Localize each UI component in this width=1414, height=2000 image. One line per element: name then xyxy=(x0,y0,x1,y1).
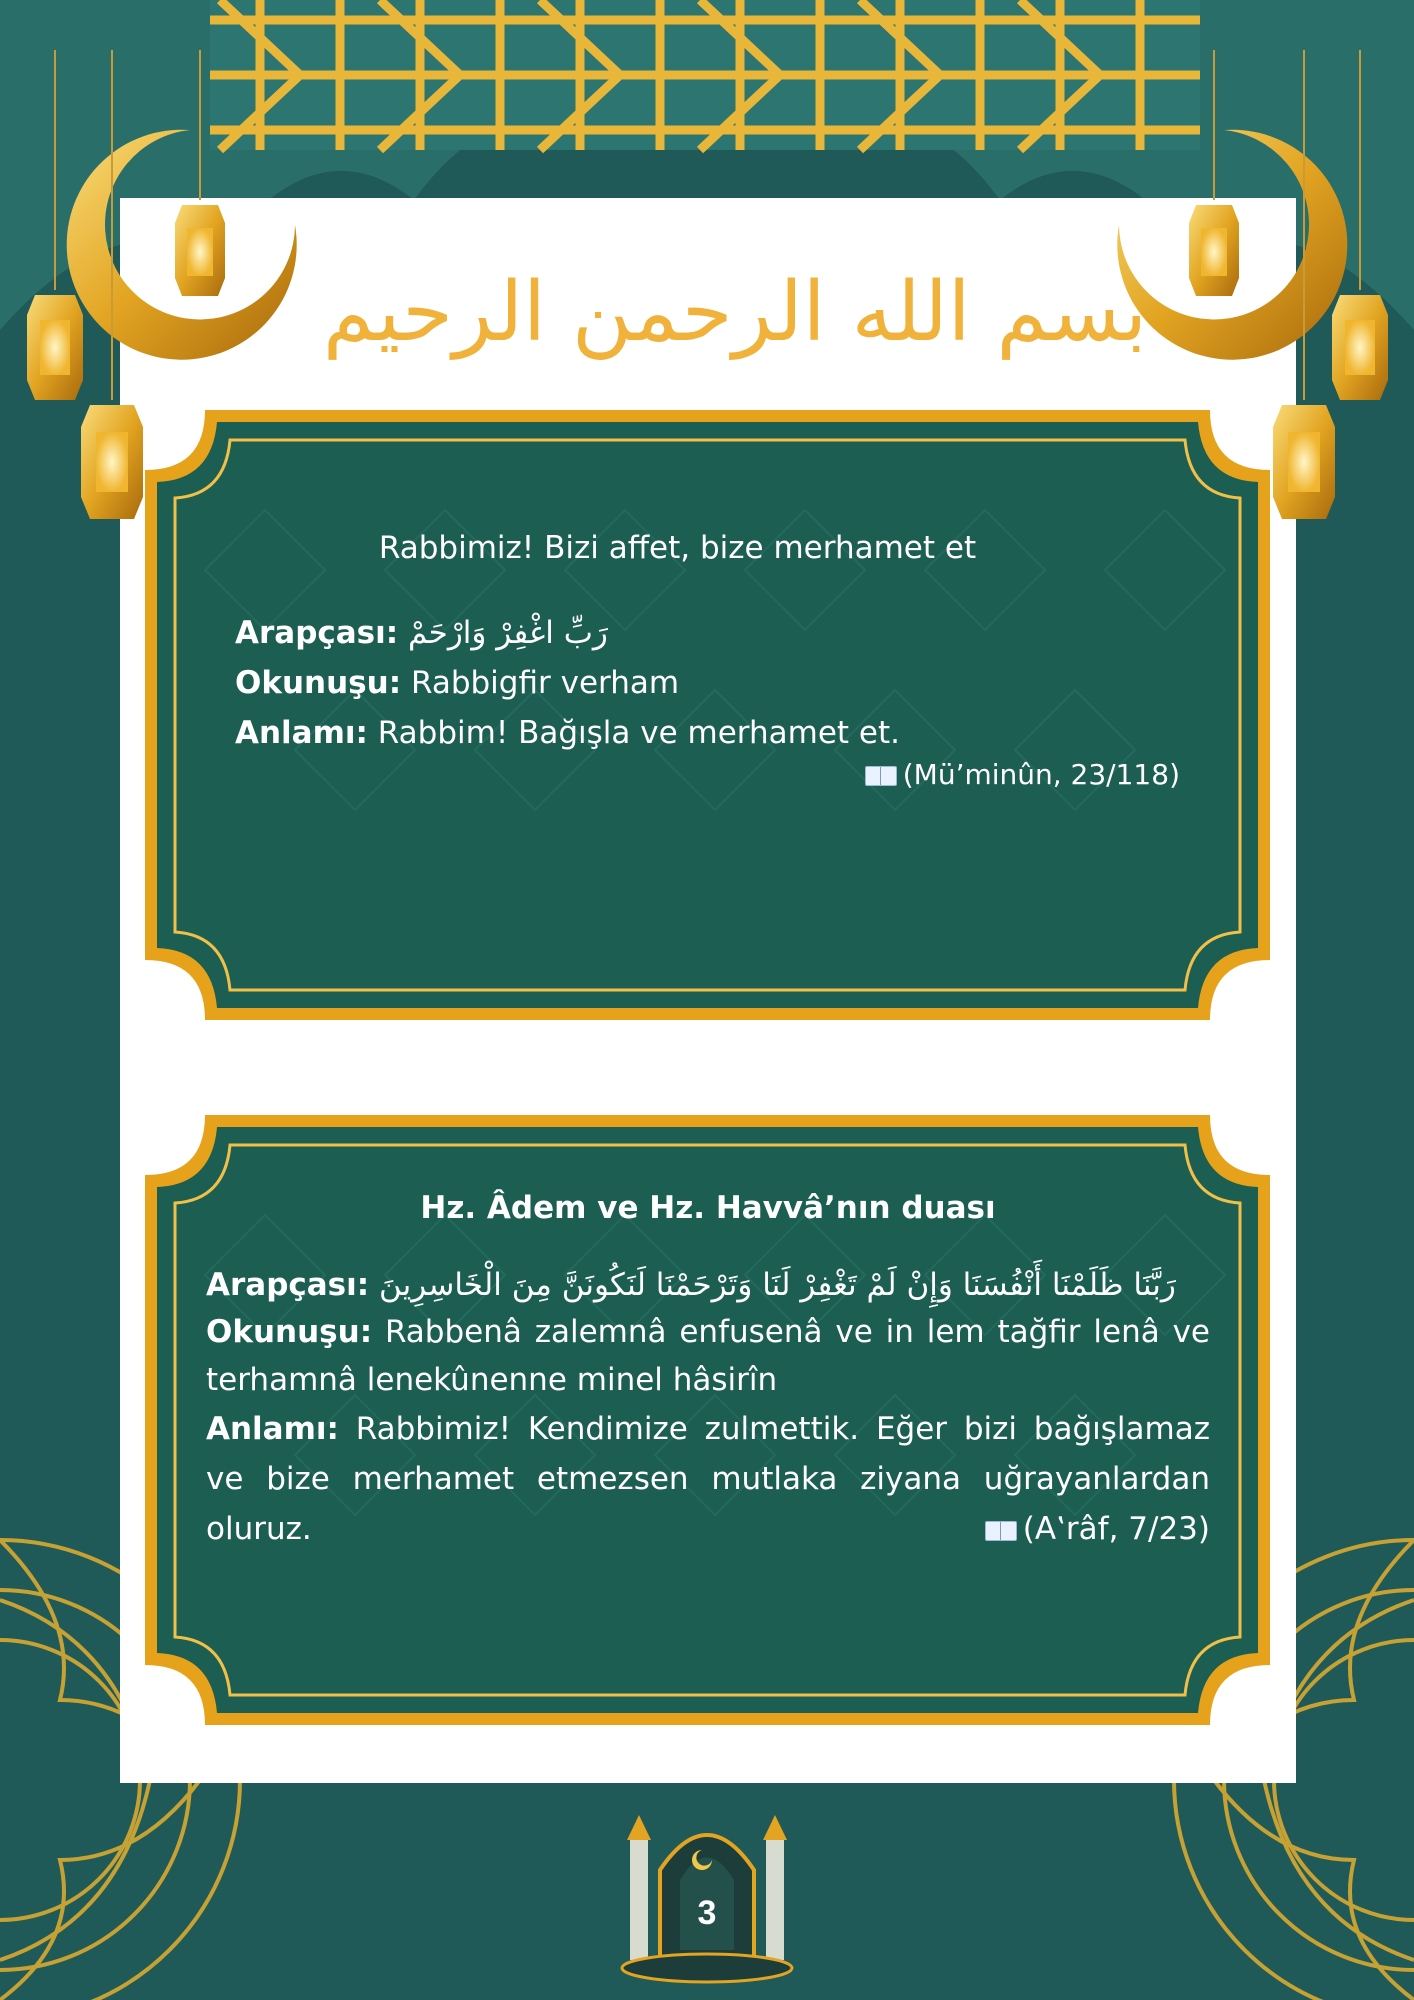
meaning-label: Anlamı: xyxy=(235,715,368,751)
card-2-title: Hz. Âdem ve Hz. Havvâ’nın duası xyxy=(420,1190,996,1226)
card-2 xyxy=(206,1190,1210,1554)
arabic-text: رَبَّنَا ظَلَمْنَا أَنْفُسَنَا وَإِنْ لَمْ تَغْفِرْ لَنَا وَتَرْحَمْنَا لَنَكُونَنَّ مِنَ الْخَاسِرِينَ xyxy=(379,1267,1176,1303)
arabic-label: Arapçası: xyxy=(235,615,399,651)
basmala-text: بسم الله الرحمن الرحيم xyxy=(322,265,1148,360)
book-icon xyxy=(865,766,897,786)
arabic-text: رَبِّ اغْفِرْ وَارْحَمْ xyxy=(408,615,608,651)
card-1 xyxy=(235,530,1180,791)
page-number: 3 xyxy=(697,1894,717,1932)
reference-text: (A‛râf, 7/23) xyxy=(1022,1511,1210,1547)
meaning-label: Anlamı: xyxy=(206,1411,339,1447)
reading-text: Rabbigfir verham xyxy=(410,665,680,701)
lantern-icon xyxy=(175,50,225,296)
meaning-text: Rabbimiz! Kendimize zulmettik. Eğer bizi bağışlamaz ve bize merhamet etmezsen mutlaka ziyana uğrayanlardan oluruz. xyxy=(206,1411,1210,1547)
reading-label: Okunuşu: xyxy=(235,665,402,701)
arabic-label: Arapçası: xyxy=(206,1267,370,1303)
reading-label: Okunuşu: xyxy=(206,1314,373,1350)
basmala-calligraphy xyxy=(322,210,1148,400)
meaning-text: Rabbim! Bağışla ve merhamet et. xyxy=(377,715,901,751)
reference-text: (Mü’minûn, 23/118) xyxy=(902,758,1180,791)
reference xyxy=(235,758,1180,791)
lantern-icon xyxy=(1189,50,1239,296)
reading-text: Rabbenâ zalemnâ enfusenâ ve in lem tağfir lenâ ve terhamnâ lenekûnenne minel hâsirîn xyxy=(206,1314,1210,1398)
reference xyxy=(985,1504,1210,1554)
book-icon xyxy=(985,1521,1017,1541)
card-1-title: Rabbimiz! Bizi affet, bize merhamet et xyxy=(378,530,977,566)
